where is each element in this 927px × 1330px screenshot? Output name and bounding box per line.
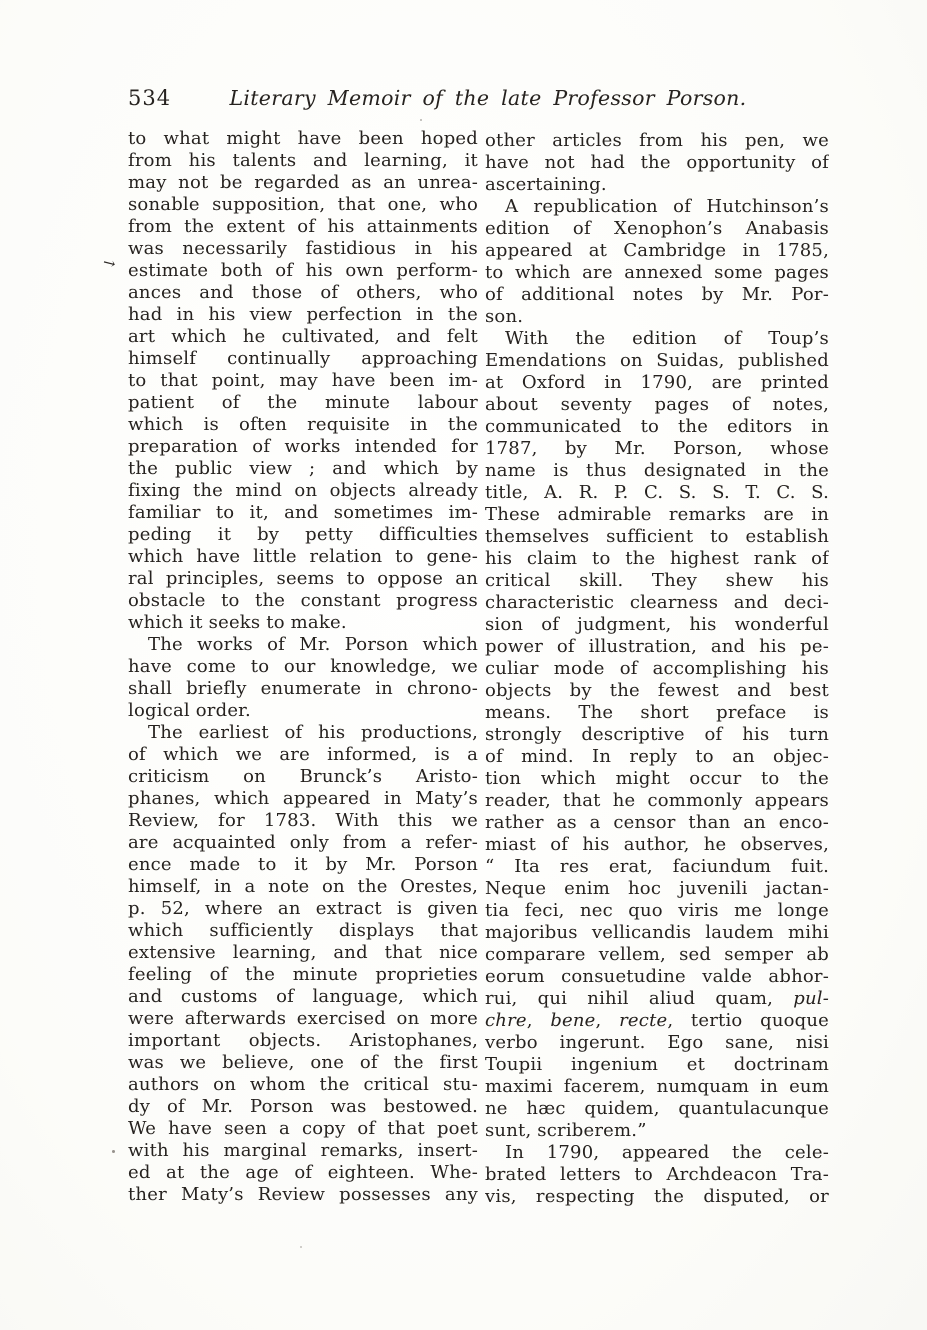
text-line: are acquainted only from a refer- (128, 832, 478, 853)
text-line: from his talents and learning, it (128, 150, 478, 171)
text-line: authors on whom the critical stu- (128, 1074, 478, 1095)
text-line: estimate both of his own perform- (128, 260, 478, 281)
text-line: his claim to the highest rank of (485, 548, 829, 569)
text-line: rui, qui nihil aliud quam, pul- (485, 988, 829, 1009)
text-line: “ Ita res erat, faciundum fuit. (485, 856, 829, 877)
text-line: which is often requisite in the (128, 414, 478, 435)
text-line: with his marginal remarks, insert- (128, 1140, 478, 1161)
text-line: critical skill. They shew his (485, 570, 829, 591)
text-line: Neque enim hoc juvenili jactan- (485, 878, 829, 899)
text-line: rather as a censor than an enco- (485, 812, 829, 833)
text-line: other articles from his pen, we (485, 130, 829, 151)
text-line: The earliest of his productions, (148, 722, 478, 743)
text-line: vis, respecting the disputed, or (485, 1186, 829, 1207)
text-line: name is thus designated in the (485, 460, 829, 481)
text-line: ther Maty’s Review possesses any (128, 1184, 478, 1205)
text-line: miast of his author, he observes, (485, 834, 829, 855)
text-line: With the edition of Toup’s (505, 328, 829, 349)
text-line: obstacle to the constant progress (128, 590, 478, 611)
text-line: dy of Mr. Porson was bestowed. (128, 1096, 478, 1117)
text-line: sion of judgment, his wonderful (485, 614, 829, 635)
text-line: which sufficiently displays that (128, 920, 478, 941)
text-line: objects by the fewest and best (485, 680, 829, 701)
text-line: criticism on Brunck’s Aristo- (128, 766, 478, 787)
text-line: himself continually approaching (128, 348, 478, 369)
text-line: chre, bene, recte, tertio quoque (485, 1010, 829, 1031)
text-line: was we believe, one of the first (128, 1052, 478, 1073)
handwritten-margin-mark: → (101, 252, 118, 274)
text-line: themselves sufficient to establish (485, 526, 829, 547)
text-line: reader, that he commonly appears (485, 790, 829, 811)
text-line: ral principles, seems to oppose an (128, 568, 478, 589)
text-column-right (485, 130, 829, 1208)
text-line: to what might have been hoped (128, 128, 478, 149)
text-line: of which we are informed, is a (128, 744, 478, 765)
text-line: characteristic clearness and deci- (485, 592, 829, 613)
text-line: Emendations on Suidas, published (485, 350, 829, 371)
scan-speck (420, 119, 422, 121)
text-line: which it seeks to make. (128, 612, 347, 633)
text-line: The works of Mr. Porson which (148, 634, 478, 655)
text-line: Toupii ingenium et doctrinam (485, 1054, 829, 1075)
text-line: at Oxford in 1790, are printed (485, 372, 829, 393)
text-line: ascertaining. (485, 174, 607, 195)
page-header-title: Literary Memoir of the late Professor Porson. (229, 86, 747, 110)
text-line: ne hæc quidem, quantulacunque (485, 1098, 829, 1119)
text-line: appeared at Cambridge in 1785, (485, 240, 829, 261)
text-line: preparation of works intended for (128, 436, 478, 457)
text-line: edition of Xenophon’s Anabasis (485, 218, 829, 239)
text-line: maximi facerem, numquam in eum (485, 1076, 829, 1097)
text-line: from the extent of his attainments (128, 216, 478, 237)
text-line: about seventy pages of notes, (485, 394, 829, 415)
text-line: and customs of language, which (128, 986, 478, 1007)
scan-speck (300, 1246, 302, 1248)
text-line: have not had the opportunity of (485, 152, 829, 173)
text-line: art which he cultivated, and felt (128, 326, 478, 347)
text-line: ances and those of others, who (128, 282, 478, 303)
text-line: brated letters to Archdeacon Tra- (485, 1164, 829, 1185)
text-line: ed at the age of eighteen. Whe- (128, 1162, 478, 1183)
text-line: shall briefly enumerate in chrono- (128, 678, 478, 699)
text-line: phanes, which appeared in Maty’s (128, 788, 478, 809)
text-line: tion which might occur to the (485, 768, 829, 789)
text-line: extensive learning, and that nice (128, 942, 478, 963)
text-line: fixing the mind on objects already (128, 480, 478, 501)
text-line: comparare vellem, sed semper ab (485, 944, 829, 965)
text-line: strongly descriptive of his turn (485, 724, 829, 745)
text-line: majoribus vellicandis laudem mihi (485, 922, 829, 943)
text-line: logical order. (128, 700, 251, 721)
running-head (128, 86, 768, 110)
text-line: tia feci, nec quo viris me longe (485, 900, 829, 921)
text-line: to which are annexed some pages (485, 262, 829, 283)
text-line: culiar mode of accomplishing his (485, 658, 829, 679)
text-line: important objects. Aristophanes, (128, 1030, 478, 1051)
text-line: 1787, by Mr. Porson, whose (485, 438, 829, 459)
text-line: had in his view perfection in the (128, 304, 478, 325)
text-line: verbo ingerunt. Ego sane, nisi (485, 1032, 829, 1053)
text-line: sonable supposition, that one, who (128, 194, 478, 215)
text-line: which have little relation to gene- (128, 546, 478, 567)
text-line: A republication of Hutchinson’s (505, 196, 829, 217)
text-line: of additional notes by Mr. Por- (485, 284, 829, 305)
text-line: These admirable remarks are in (485, 504, 829, 525)
text-line: We have seen a copy of that poet (128, 1118, 478, 1139)
text-line: were afterwards exercised on more (128, 1008, 478, 1029)
text-line: means. The short preface is (485, 702, 829, 723)
text-line: to that point, may have been im- (128, 370, 478, 391)
text-line: patient of the minute labour (128, 392, 478, 413)
text-line: communicated to the editors in (485, 416, 829, 437)
text-line: feeling of the minute proprieties (128, 964, 478, 985)
text-line: ence made to it by Mr. Porson (128, 854, 478, 875)
text-line: familiar to it, and sometimes im- (128, 502, 478, 523)
scan-speck (112, 1150, 115, 1153)
text-line: himself, in a note on the Orestes, (128, 876, 478, 897)
text-line: the public view ; and which by (128, 458, 478, 479)
text-line: p. 52, where an extract is given (128, 898, 478, 919)
text-line: eorum consuetudine valde abhor- (485, 966, 829, 987)
page-number: 534 (128, 86, 172, 110)
text-column-left (128, 128, 478, 1206)
text-line: In 1790, appeared the cele- (505, 1142, 829, 1163)
text-line: peding it by petty difficulties (128, 524, 478, 545)
text-line: may not be regarded as an unrea- (128, 172, 478, 193)
text-line: sunt, scriberem.” (485, 1120, 647, 1141)
text-line: of mind. In reply to an objec- (485, 746, 829, 767)
text-line: was necessarily fastidious in his (128, 238, 478, 259)
text-line: title, A. R. P. C. S. S. T. C. S. (485, 482, 829, 503)
text-line: power of illustration, and his pe- (485, 636, 829, 657)
text-line: have come to our knowledge, we (128, 656, 478, 677)
text-line: Review, for 1783. With this we (128, 810, 478, 831)
text-line: son. (485, 306, 524, 327)
